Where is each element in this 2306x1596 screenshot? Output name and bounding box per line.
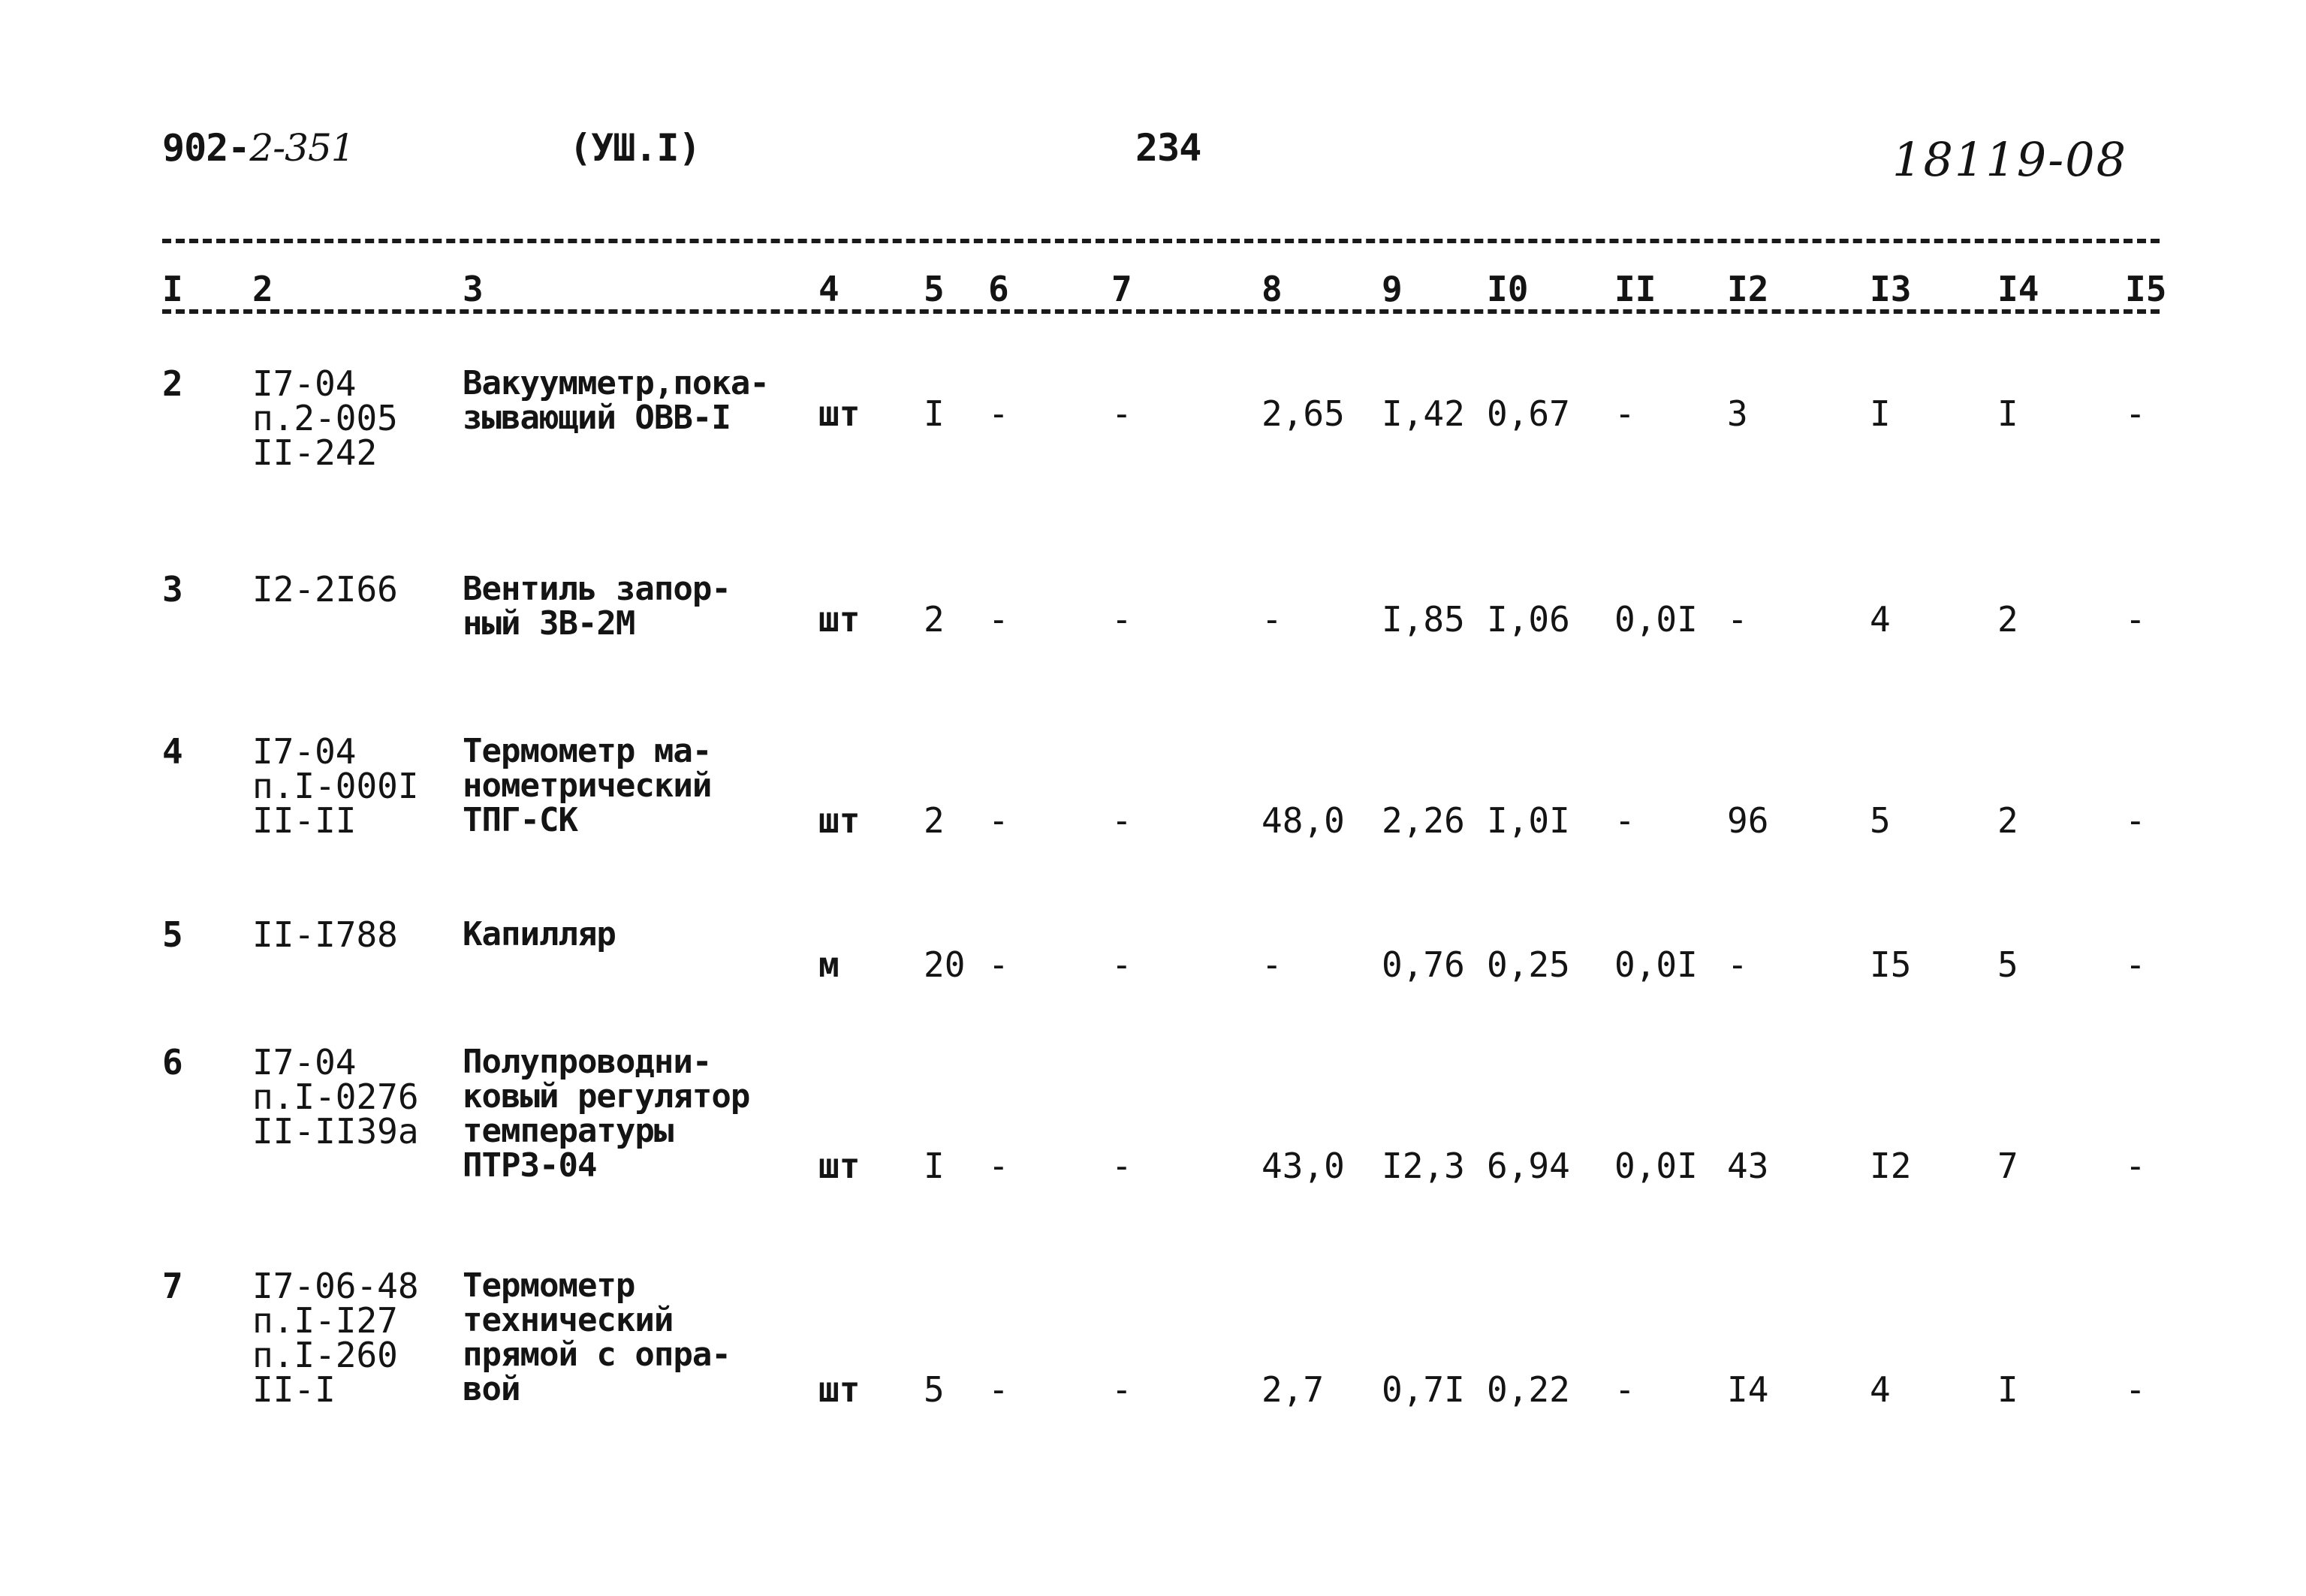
row-reference: I7-04 п.2-005 II-242 xyxy=(252,363,398,473)
row-col-6: - xyxy=(988,800,1009,841)
row-unit: м xyxy=(818,944,840,985)
row-col-7: - xyxy=(1111,599,1132,640)
row-item-name: Вакуумметр,пока- зывающий ОВВ-I xyxy=(463,364,769,437)
row-col-6: - xyxy=(988,1146,1009,1186)
column-number-10: I0 xyxy=(1487,269,1529,309)
row-col-7: - xyxy=(1111,393,1132,434)
row-col-14: 2 xyxy=(1997,800,2018,841)
row-col-5: 20 xyxy=(924,944,966,985)
row-col-14: 5 xyxy=(1997,944,2018,985)
row-reference: I2-2I66 xyxy=(252,569,398,610)
row-col-12: 3 xyxy=(1727,393,1748,434)
column-number-6: 6 xyxy=(988,269,1009,309)
row-col-10: I,06 xyxy=(1487,599,1570,640)
row-col-11: 0,0I xyxy=(1614,944,1698,985)
row-number: 4 xyxy=(162,731,183,772)
row-number: 3 xyxy=(162,569,183,610)
row-col-14: I xyxy=(1997,393,2018,434)
column-number-3: 3 xyxy=(463,269,484,309)
row-number: 7 xyxy=(162,1266,183,1306)
column-number-9: 9 xyxy=(1382,269,1403,309)
top-divider xyxy=(162,239,2160,243)
row-col-8: - xyxy=(1262,944,1283,985)
document-code-printed: 902- xyxy=(162,126,250,170)
row-col-13: 4 xyxy=(1870,599,1891,640)
row-col-5: 2 xyxy=(924,599,945,640)
row-item-name: Термометр технический прямой с опра- вой xyxy=(463,1266,731,1408)
row-col-14: 7 xyxy=(1997,1146,2018,1186)
row-col-14: 2 xyxy=(1997,599,2018,640)
row-col-6: - xyxy=(988,1369,1009,1410)
row-col-13: 5 xyxy=(1870,800,1891,841)
column-number-13: I3 xyxy=(1870,269,1912,309)
document-number: 18119-08 xyxy=(1892,132,2128,187)
row-col-13: I2 xyxy=(1870,1146,1912,1186)
row-col-15: - xyxy=(2125,800,2146,841)
row-col-6: - xyxy=(988,393,1009,434)
row-col-10: 0,22 xyxy=(1487,1369,1570,1410)
column-number-14: I4 xyxy=(1997,269,2039,309)
row-col-13: 4 xyxy=(1870,1369,1891,1410)
column-number-4: 4 xyxy=(818,269,840,309)
page-number: 234 xyxy=(1135,126,1201,170)
column-number-divider xyxy=(162,309,2160,314)
row-reference: I7-04 п.I-000I II-II xyxy=(252,731,419,841)
row-col-12: - xyxy=(1727,944,1748,985)
column-number-8: 8 xyxy=(1262,269,1283,309)
document-code-handwritten: 2-351 xyxy=(249,126,354,170)
row-col-9: I,85 xyxy=(1382,599,1465,640)
row-col-10: 0,67 xyxy=(1487,393,1570,434)
row-col-12: - xyxy=(1727,599,1748,640)
column-number-2: 2 xyxy=(252,269,273,309)
row-col-12: 96 xyxy=(1727,800,1769,841)
column-number-15: I5 xyxy=(2125,269,2167,309)
row-unit: шт xyxy=(818,1369,861,1410)
row-col-10: 6,94 xyxy=(1487,1146,1570,1186)
document-code xyxy=(162,126,354,170)
row-col-8: 43,0 xyxy=(1262,1146,1345,1186)
row-col-14: I xyxy=(1997,1369,2018,1410)
column-number-5: 5 xyxy=(924,269,945,309)
row-col-10: 0,25 xyxy=(1487,944,1570,985)
row-col-13: I5 xyxy=(1870,944,1912,985)
row-col-8: 48,0 xyxy=(1262,800,1345,841)
column-number-7: 7 xyxy=(1111,269,1132,309)
row-item-name: Полупроводни- ковый регулятор температуры ПТРЗ-04 xyxy=(463,1043,750,1185)
row-item-name: Термометр ма- нометрический ТПГ-СК xyxy=(463,732,712,839)
row-col-5: I xyxy=(924,393,945,434)
row-col-11: - xyxy=(1614,1369,1635,1410)
row-col-8: 2,7 xyxy=(1262,1369,1325,1410)
row-col-11: 0,0I xyxy=(1614,599,1698,640)
row-col-10: I,0I xyxy=(1487,800,1570,841)
row-unit: шт xyxy=(818,1146,861,1186)
row-col-8: 2,65 xyxy=(1262,393,1345,434)
row-item-name: Вентиль запор- ный ЗВ-2М xyxy=(463,570,731,643)
row-col-11: - xyxy=(1614,393,1635,434)
row-col-12: 43 xyxy=(1727,1146,1769,1186)
row-col-11: 0,0I xyxy=(1614,1146,1698,1186)
row-item-name: Капилляр xyxy=(463,915,616,953)
column-number-1: I xyxy=(162,269,183,309)
row-col-5: 5 xyxy=(924,1369,945,1410)
row-col-13: I xyxy=(1870,393,1891,434)
row-col-7: - xyxy=(1111,800,1132,841)
row-col-5: 2 xyxy=(924,800,945,841)
row-col-9: I2,3 xyxy=(1382,1146,1465,1186)
column-number-11: II xyxy=(1614,269,1656,309)
row-reference: I7-04 п.I-0276 II-II39а xyxy=(252,1042,419,1152)
row-col-15: - xyxy=(2125,599,2146,640)
section-label: (УШ.I) xyxy=(569,126,701,170)
row-col-15: - xyxy=(2125,1146,2146,1186)
row-col-9: 2,26 xyxy=(1382,800,1465,841)
row-col-12: I4 xyxy=(1727,1369,1769,1410)
row-reference: I7-06-48 п.I-I27 п.I-260 II-I xyxy=(252,1266,419,1410)
row-col-9: 0,7I xyxy=(1382,1369,1465,1410)
row-col-9: I,42 xyxy=(1382,393,1465,434)
row-unit: шт xyxy=(818,800,861,841)
row-col-15: - xyxy=(2125,1369,2146,1410)
row-col-6: - xyxy=(988,599,1009,640)
row-unit: шт xyxy=(818,599,861,640)
row-col-11: - xyxy=(1614,800,1635,841)
column-number-12: I2 xyxy=(1727,269,1769,309)
row-unit: шт xyxy=(818,393,861,434)
row-reference: II-I788 xyxy=(252,914,398,955)
row-col-6: - xyxy=(988,944,1009,985)
row-col-15: - xyxy=(2125,944,2146,985)
row-col-7: - xyxy=(1111,1146,1132,1186)
row-col-8: - xyxy=(1262,599,1283,640)
row-col-5: I xyxy=(924,1146,945,1186)
row-col-9: 0,76 xyxy=(1382,944,1465,985)
row-number: 2 xyxy=(162,363,183,404)
row-col-15: - xyxy=(2125,393,2146,434)
row-number: 6 xyxy=(162,1042,183,1083)
row-number: 5 xyxy=(162,914,183,955)
row-col-7: - xyxy=(1111,944,1132,985)
row-col-7: - xyxy=(1111,1369,1132,1410)
